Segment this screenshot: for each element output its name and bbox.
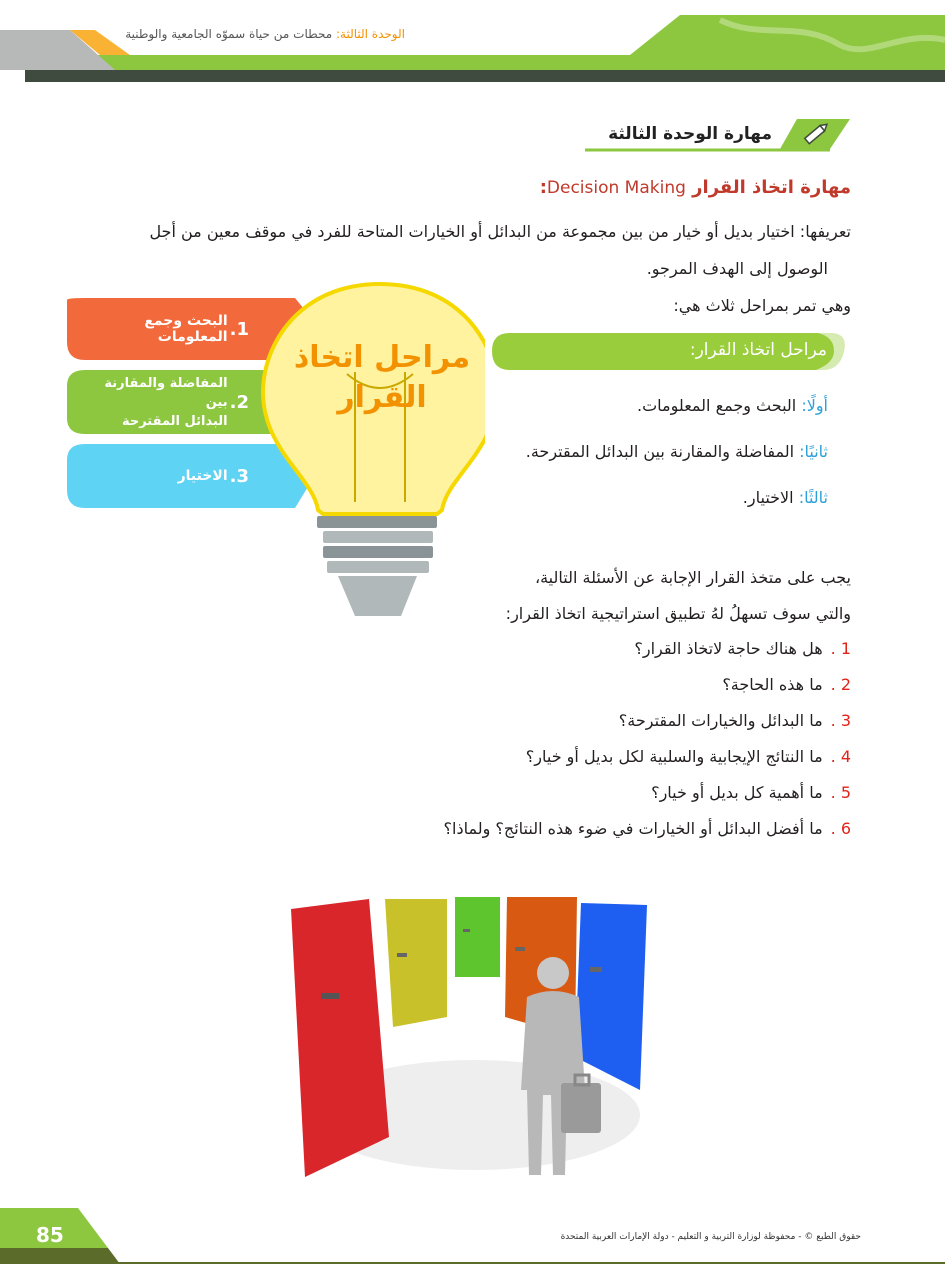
question-number: 6 . [830,819,851,838]
stages-banner-text: مراحل اتخاذ القرار: [689,340,827,360]
question-text: ما أهمية كل بديل أو خيار؟ [651,783,823,802]
stage-line-3-label: ثالثًا: [798,488,828,507]
stage-1-pill [67,298,267,360]
blue-door [575,903,647,1090]
question-text: ما أفضل البدائل أو الخيارات في ضوء هذه النتائج؟ ولماذا؟ [443,819,823,838]
stage-2-text-2: البدائل المقترحة [121,413,228,429]
question-item [444,819,851,838]
question-item [651,783,851,802]
page-number: 85 [36,1223,64,1247]
question-item [619,711,851,730]
stage-3-num: 3. [229,465,249,487]
stage-line-1-label: أولًا: [801,396,828,415]
stage-line-1 [637,396,828,415]
question-number: 5 . [830,783,851,802]
stage-2-num: 2. [229,391,249,413]
bulb-title-line-1: مراحل اتخاذ [293,340,471,375]
questions-intro-2: والتي سوف تسهلُ لهُ تطبيق استراتيجية اتخاذ القرار: [505,604,851,623]
green-door [455,897,500,977]
doors-illustration [285,885,650,1185]
main-heading [540,177,851,198]
header-breadcrumb [125,27,405,41]
red-door [291,899,389,1177]
question-number: 3 . [830,711,851,730]
heading-english: Decision Making [546,178,686,198]
heading-suffix: : [539,177,547,198]
stage-1-num: 1. [229,318,249,340]
skill-title: مهارة الوحدة الثالثة [608,124,772,144]
stage-line-3 [743,488,828,507]
header-unit-label: الوحدة الثالثة: [335,27,405,41]
stage-3-text: الاختيار [177,468,228,484]
questions-intro-1: يجب على متخذ القرار الإجابة عن الأسئلة التالية، [534,568,851,587]
stage-line-2-label: ثانيًا: [799,442,828,461]
stage-line-2-text: المفاضلة والمقارنة بين البدائل المقترحة. [525,442,795,461]
question-item [526,747,851,766]
question-text: هل هناك حاجة لاتخاذ القرار؟ [634,639,823,658]
question-text: ما هذه الحاجة؟ [722,675,823,694]
stage-1-text: البحث وجمع المعلومات [144,313,228,345]
stage-3-pill [67,444,267,508]
bulb-title [282,338,482,418]
heading-arabic: مهارة اتخاذ القرار [692,177,851,198]
question-number: 2 . [830,675,851,694]
stage-line-1-text: البحث وجمع المعلومات. [637,396,797,415]
definition-line-1: تعريفها: اختيار بديل أو خيار من بين مجموعة من البدائل أو الخيارات المتاحة للفرد في موقف معين من أجل [149,222,851,241]
intro-text: وهي تمر بمراحل ثلاث هي: [673,296,851,315]
stage-2-text: المفاضلة والمقارنة بين [104,375,228,410]
header-band [0,0,945,90]
definition-line-2: الوصول إلى الهدف المرجو. [646,259,828,278]
question-text: ما النتائج الإيجابية والسلبية لكل بديل أو خيار؟ [525,747,823,766]
stage-line-3-text: الاختيار. [742,488,794,507]
stage-line-2 [526,442,828,461]
question-item [722,675,851,694]
question-item [634,639,851,658]
bulb-title-line-2: القرار [337,380,427,415]
header-unit-title: محطات من حياة سموّه الجامعية والوطنية [125,27,333,41]
lightbulb-icon [263,284,485,616]
question-number: 1 . [830,639,851,658]
yellow-door [385,899,447,1027]
copyright-text: حقوق الطبع © - محفوظة لوزارة التربية و التعليم - دولة الإمارات العربية المتحدة [560,1232,861,1242]
question-number: 4 . [830,747,851,766]
question-text: ما البدائل والخيارات المقترحة؟ [618,711,823,730]
stage-2-pill [67,370,267,434]
